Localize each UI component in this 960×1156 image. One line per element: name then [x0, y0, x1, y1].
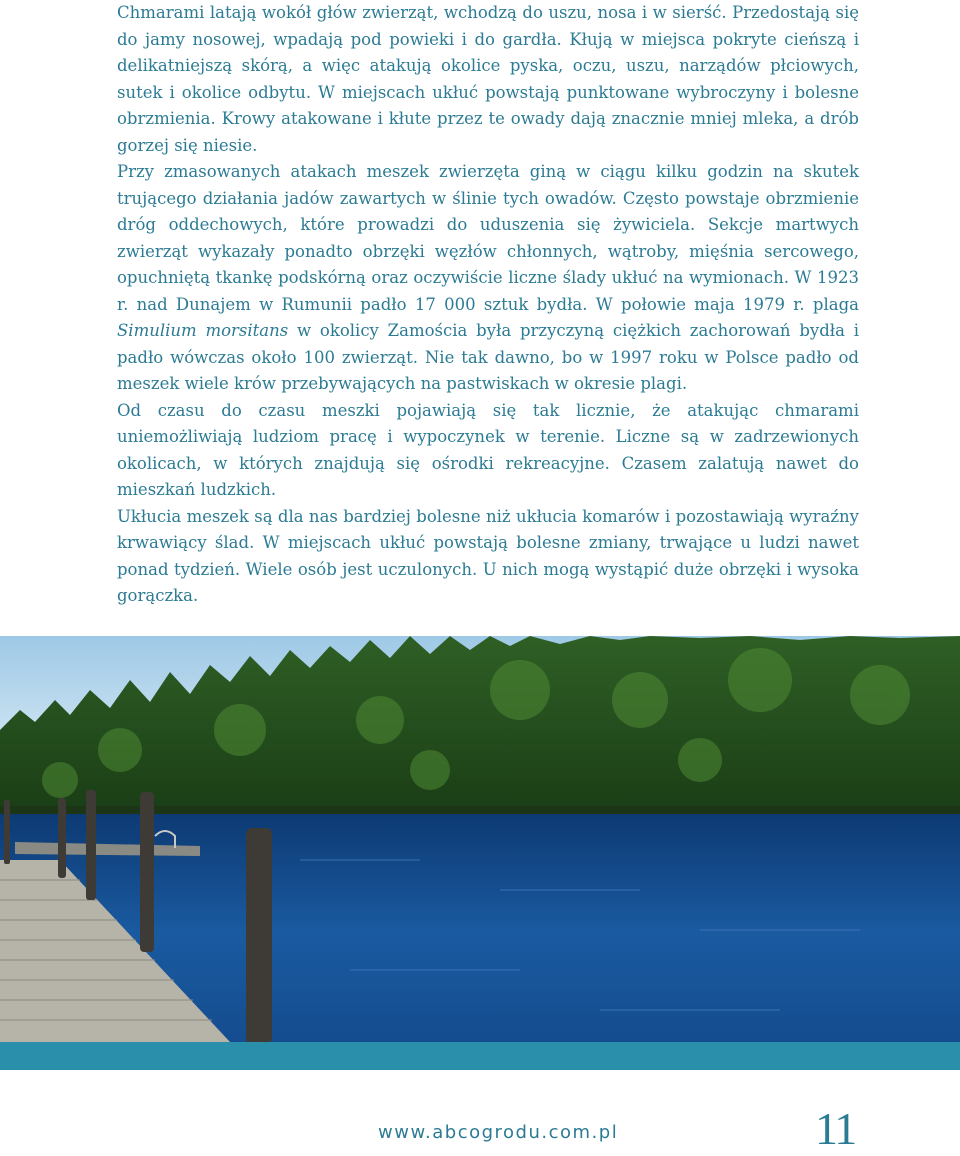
page-number: 11 — [815, 1103, 856, 1154]
paragraph-4: Ukłucia meszek są dla nas bardziej bolesne niż ukłucia komarów i pozostawiają wyraźny krwawiący ślad. W miejscach ukłuć powstają bolesne zmiany, trwające u ludzi nawet ponad tydzień. Wiele osób jest uczulonych. U nich mogą wystąpić duże obrzęki i wysoka gorączka. — [117, 506, 859, 605]
paragraph-2 — [117, 159, 859, 398]
species-name: Simulium morsitans — [117, 321, 289, 340]
article-body — [117, 0, 859, 610]
lake-photo-illustration — [0, 610, 960, 1070]
paragraph-1: Chmarami latają wokół głów zwierząt, wchodzą do uszu, nosa i w sierść. Przedostają się do jamy nosowej, wpadają pod powieki i do gardła. Kłują w miejsca pokryte cieńszą i delikatniejszą skórą, a więc atakują okolice pyska, oczu, uszu, narządów płciowych, sutek i okolice odbytu. W miejscach ukłuć powstają punktowane wybroczyny i bolesne obrzmienia. Krowy atakowane i kłute przez te owady dają znacznie mniej mleka, a drób gorzej się niesie. — [117, 3, 859, 155]
paragraph-3: Od czasu do czasu meszki pojawiają się tak licznie, że atakując chmarami uniemożliwiają ludziom pracę i wypoczynek w terenie. Liczne są w zadrzewionych okolicach, w których znajdują się ośrodki rekreacyjne. Czasem zalatują nawet do mieszkań ludzkich. — [117, 400, 859, 499]
lake-photo — [0, 610, 960, 1070]
paragraph-2-text-after: w okolicy Zamościa była przyczyną ciężkich zachorowań bydła i padło wówczas około 100 zwierząt. Nie tak dawno, bo w 1997 roku w Polsce padło od meszek wiele krów przebywających na pastwiskach w okresie plagi. — [117, 321, 859, 393]
footer-band — [0, 1042, 960, 1070]
paragraph-2-text-before: Przy zmasowanych atakach meszek zwierzęta giną w ciągu kilku godzin na skutek trującego działania jadów zawartych w ślinie tych owadów. Często powstaje obrzmienie dróg oddechowych, które prowadzi do uduszenia się żywiciela. Sekcje martwych zwierząt wykazały ponadto obrzęki węzłów chłonnych, wątroby, mięśnia sercowego, opuchniętą tkankę podskórną oraz oczywiście liczne ślady ukłuć na wymionach. W 1923 r. nad Dunajem w Rumunii padło 17 000 sztuk bydła. W połowie maja 1979 r. plaga — [117, 162, 859, 314]
website-url[interactable]: www.abcogrodu.com.pl — [378, 1122, 619, 1143]
